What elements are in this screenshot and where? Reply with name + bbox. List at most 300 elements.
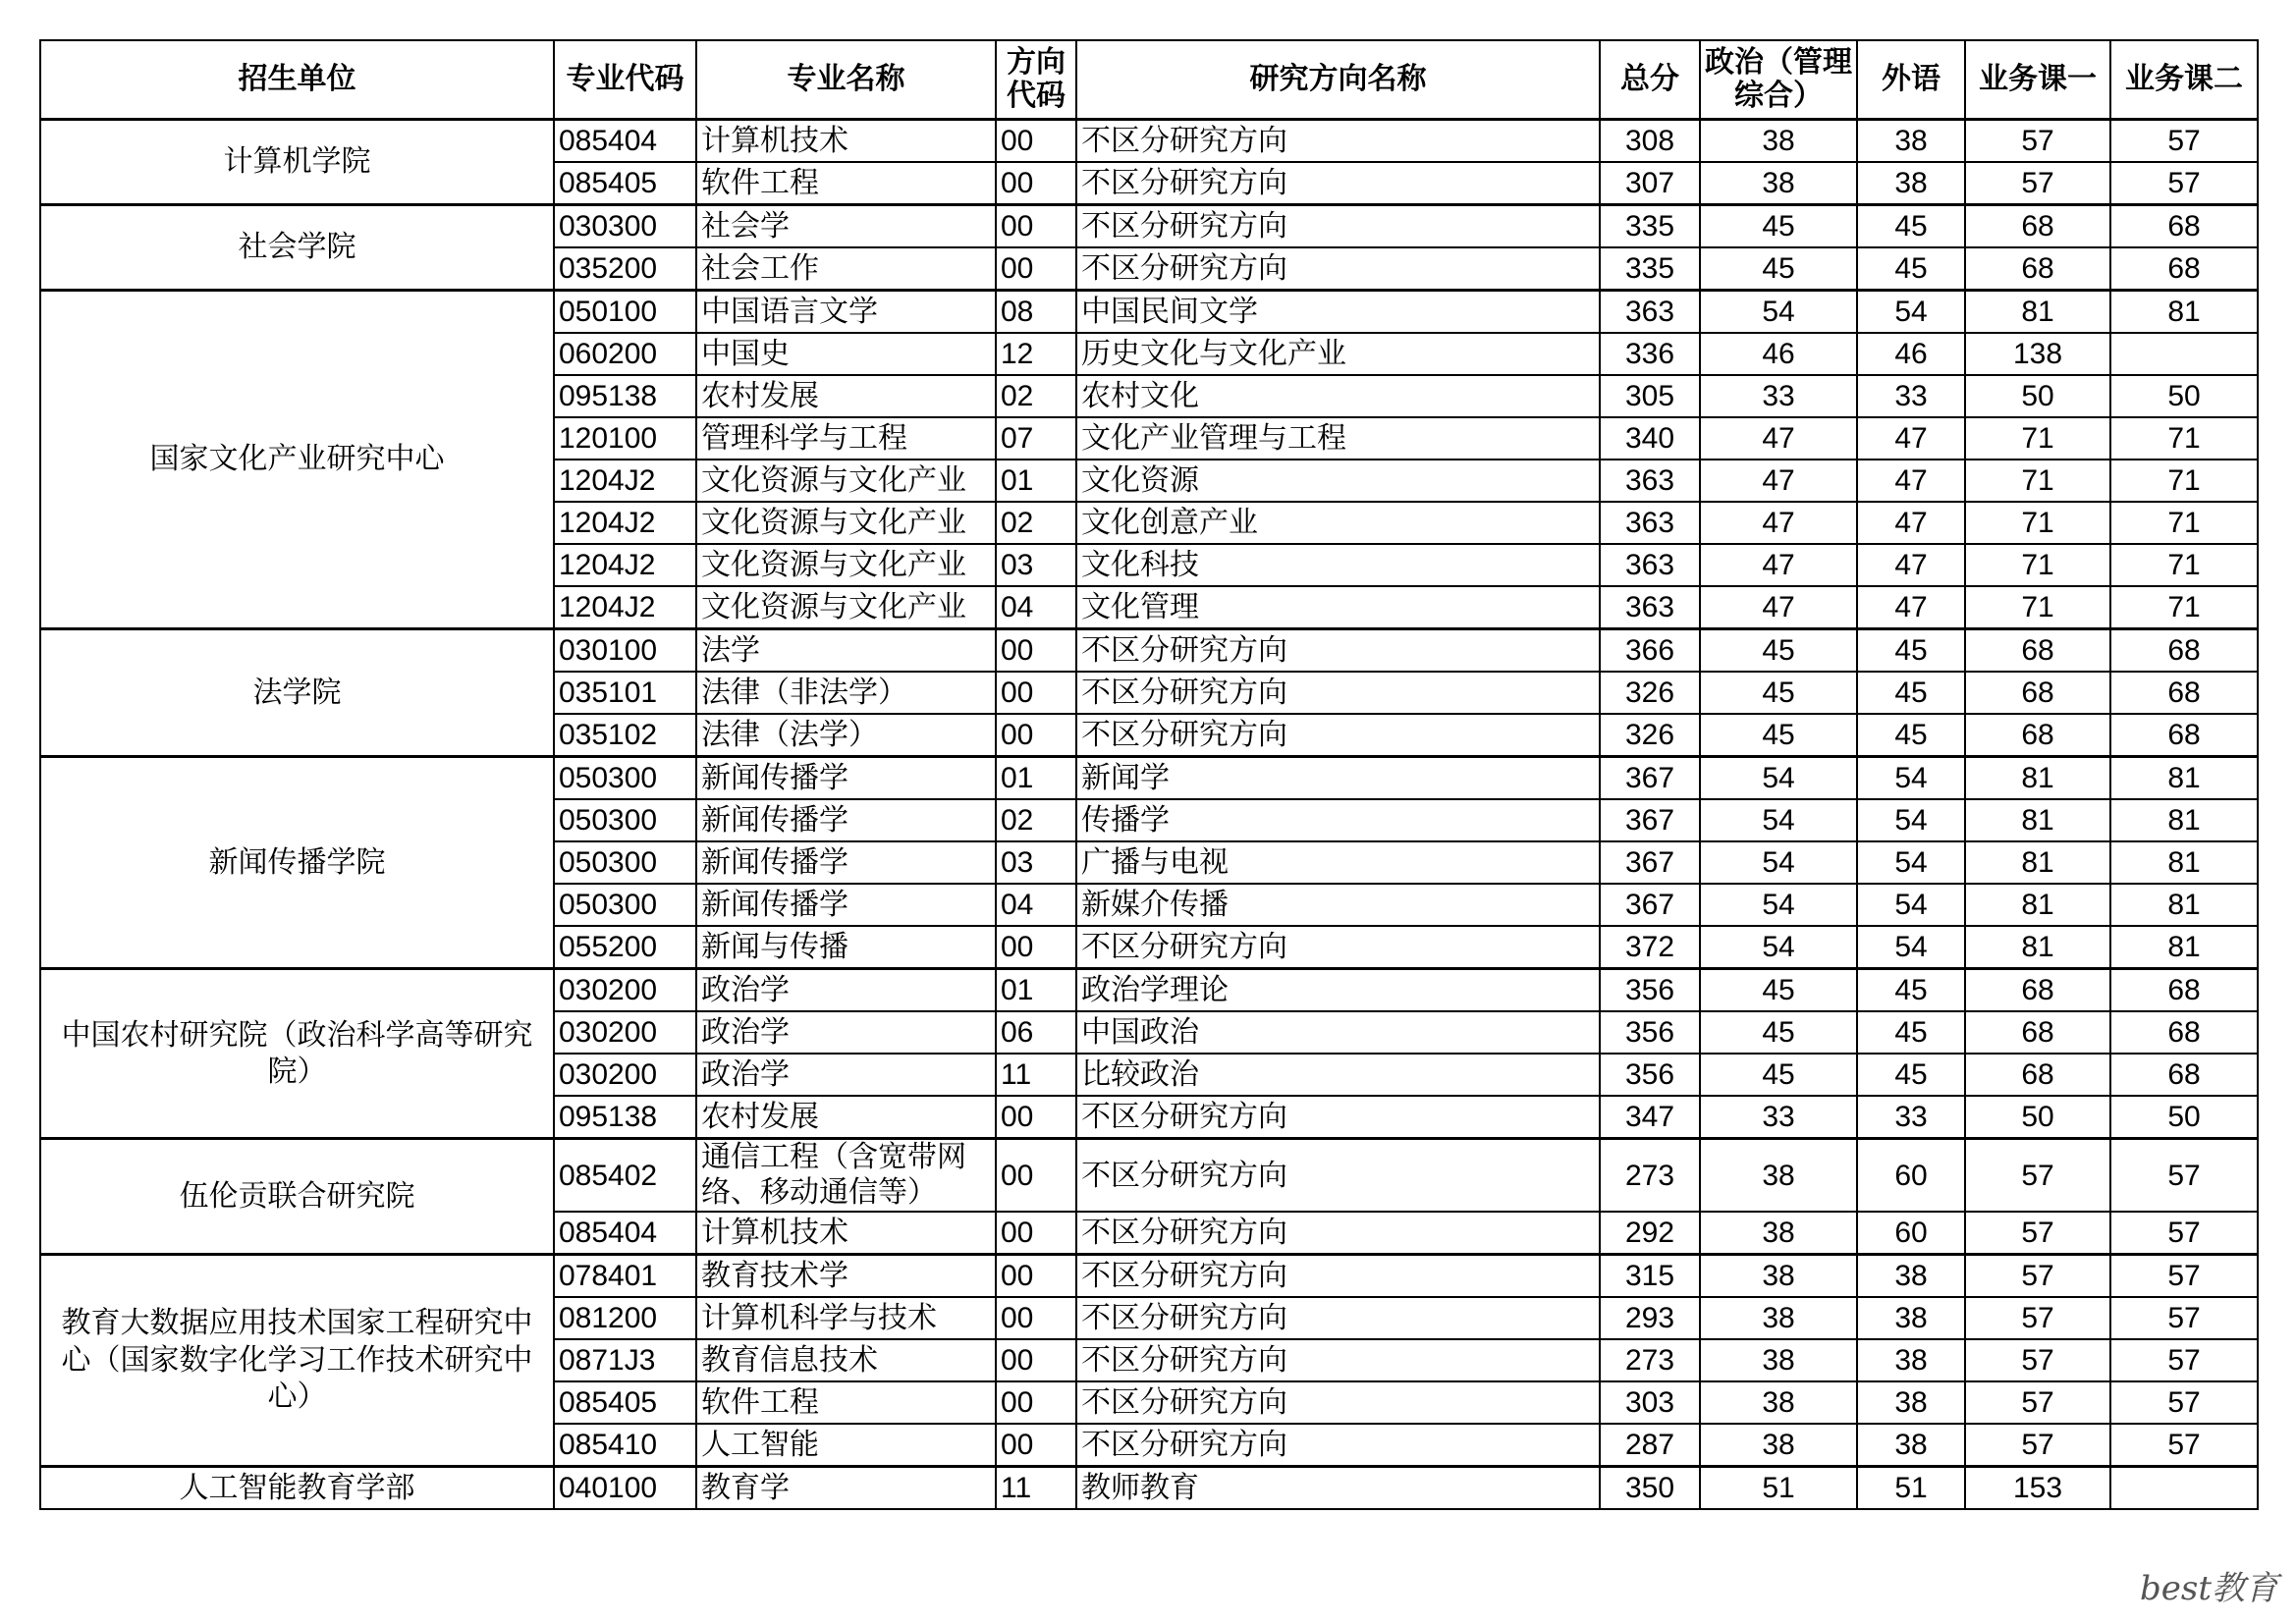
language-score-cell: 38 bbox=[1857, 1339, 1965, 1381]
language-score-cell: 38 bbox=[1857, 1255, 1965, 1298]
unit-cell: 中国农村研究院（政治科学高等研究院） bbox=[40, 969, 554, 1139]
course-two-score-cell: 81 bbox=[2110, 841, 2258, 884]
table-row bbox=[40, 291, 2258, 334]
total-score-cell: 335 bbox=[1600, 247, 1700, 291]
unit-cell: 人工智能教育学部 bbox=[40, 1467, 554, 1510]
course-one-score-cell: 68 bbox=[1965, 1054, 2110, 1096]
direction-name-cell: 文化资源 bbox=[1076, 460, 1600, 502]
unit-cell: 教育大数据应用技术国家工程研究中心（国家数字化学习工作技术研究中心） bbox=[40, 1255, 554, 1467]
direction-name-cell: 不区分研究方向 bbox=[1076, 247, 1600, 291]
direction-code-cell: 00 bbox=[996, 926, 1076, 969]
major-name-cell: 文化资源与文化产业 bbox=[696, 544, 996, 586]
course-two-score-cell: 71 bbox=[2110, 417, 2258, 460]
direction-name-cell: 新闻学 bbox=[1076, 757, 1600, 800]
direction-name-cell: 农村文化 bbox=[1076, 375, 1600, 417]
major-code-cell: 035200 bbox=[554, 247, 696, 291]
politics-score-cell: 47 bbox=[1700, 417, 1857, 460]
course-two-score-cell: 71 bbox=[2110, 586, 2258, 629]
direction-code-cell: 00 bbox=[996, 629, 1076, 673]
course-two-score-cell bbox=[2110, 333, 2258, 375]
major-name-cell: 法律（非法学） bbox=[696, 672, 996, 714]
direction-name-cell: 不区分研究方向 bbox=[1076, 1212, 1600, 1255]
major-name-cell: 政治学 bbox=[696, 1011, 996, 1054]
course-two-score-cell: 57 bbox=[2110, 1297, 2258, 1339]
direction-code-cell: 04 bbox=[996, 586, 1076, 629]
language-score-cell: 47 bbox=[1857, 417, 1965, 460]
course-two-score-cell: 81 bbox=[2110, 884, 2258, 926]
language-score-cell: 38 bbox=[1857, 162, 1965, 205]
course-one-score-cell: 81 bbox=[1965, 841, 2110, 884]
major-code-cell: 085404 bbox=[554, 1212, 696, 1255]
major-name-cell: 软件工程 bbox=[696, 162, 996, 205]
major-code-cell: 120100 bbox=[554, 417, 696, 460]
politics-score-cell: 45 bbox=[1700, 672, 1857, 714]
major-name-cell: 中国语言文学 bbox=[696, 291, 996, 334]
politics-score-cell: 47 bbox=[1700, 586, 1857, 629]
language-score-cell: 54 bbox=[1857, 799, 1965, 841]
course-one-score-cell: 50 bbox=[1965, 1096, 2110, 1139]
direction-code-cell: 02 bbox=[996, 799, 1076, 841]
total-score-cell: 356 bbox=[1600, 1054, 1700, 1096]
total-score-cell: 363 bbox=[1600, 460, 1700, 502]
total-score-cell: 356 bbox=[1600, 969, 1700, 1012]
unit-cell: 伍伦贡联合研究院 bbox=[40, 1139, 554, 1255]
total-score-cell: 340 bbox=[1600, 417, 1700, 460]
total-score-cell: 363 bbox=[1600, 586, 1700, 629]
course-two-score-cell: 50 bbox=[2110, 1096, 2258, 1139]
major-code-cell: 085404 bbox=[554, 120, 696, 163]
direction-name-cell: 不区分研究方向 bbox=[1076, 1424, 1600, 1467]
language-score-cell: 54 bbox=[1857, 841, 1965, 884]
direction-name-cell: 广播与电视 bbox=[1076, 841, 1600, 884]
major-name-cell: 计算机科学与技术 bbox=[696, 1297, 996, 1339]
direction-name-cell: 不区分研究方向 bbox=[1076, 1255, 1600, 1298]
direction-code-cell: 00 bbox=[996, 1139, 1076, 1213]
language-score-cell: 45 bbox=[1857, 205, 1965, 248]
direction-code-cell: 00 bbox=[996, 162, 1076, 205]
language-score-cell: 45 bbox=[1857, 247, 1965, 291]
direction-code-cell: 01 bbox=[996, 460, 1076, 502]
direction-code-cell: 06 bbox=[996, 1011, 1076, 1054]
total-score-cell: 350 bbox=[1600, 1467, 1700, 1510]
direction-name-cell: 文化科技 bbox=[1076, 544, 1600, 586]
politics-score-cell: 38 bbox=[1700, 162, 1857, 205]
course-two-score-cell: 68 bbox=[2110, 969, 2258, 1012]
table-row bbox=[40, 1255, 2258, 1298]
direction-code-cell: 07 bbox=[996, 417, 1076, 460]
unit-cell: 计算机学院 bbox=[40, 120, 554, 205]
table-row bbox=[40, 120, 2258, 163]
politics-score-cell: 38 bbox=[1700, 1212, 1857, 1255]
major-code-cell: 030100 bbox=[554, 629, 696, 673]
language-score-cell: 33 bbox=[1857, 375, 1965, 417]
direction-name-cell: 不区分研究方向 bbox=[1076, 629, 1600, 673]
direction-name-cell: 历史文化与文化产业 bbox=[1076, 333, 1600, 375]
total-score-cell: 315 bbox=[1600, 1255, 1700, 1298]
total-score-cell: 287 bbox=[1600, 1424, 1700, 1467]
politics-score-cell: 38 bbox=[1700, 1139, 1857, 1213]
total-score-cell: 347 bbox=[1600, 1096, 1700, 1139]
course-one-score-cell: 50 bbox=[1965, 375, 2110, 417]
major-code-cell: 060200 bbox=[554, 333, 696, 375]
language-score-cell: 45 bbox=[1857, 1011, 1965, 1054]
major-name-cell: 法律（法学） bbox=[696, 714, 996, 757]
direction-code-cell: 00 bbox=[996, 1255, 1076, 1298]
politics-score-cell: 38 bbox=[1700, 1297, 1857, 1339]
major-name-cell: 农村发展 bbox=[696, 375, 996, 417]
major-code-cell: 040100 bbox=[554, 1467, 696, 1510]
course-one-score-cell: 57 bbox=[1965, 1297, 2110, 1339]
course-two-score-cell: 50 bbox=[2110, 375, 2258, 417]
major-name-cell: 农村发展 bbox=[696, 1096, 996, 1139]
course-one-score-cell: 68 bbox=[1965, 247, 2110, 291]
major-code-cell: 0871J3 bbox=[554, 1339, 696, 1381]
politics-score-cell: 45 bbox=[1700, 714, 1857, 757]
politics-score-cell: 38 bbox=[1700, 1381, 1857, 1424]
major-code-cell: 095138 bbox=[554, 1096, 696, 1139]
major-code-cell: 035102 bbox=[554, 714, 696, 757]
direction-name-cell: 不区分研究方向 bbox=[1076, 1381, 1600, 1424]
politics-score-cell: 54 bbox=[1700, 884, 1857, 926]
direction-code-cell: 03 bbox=[996, 544, 1076, 586]
language-score-cell: 47 bbox=[1857, 460, 1965, 502]
table-row bbox=[40, 1139, 2258, 1213]
course-one-score-cell: 57 bbox=[1965, 1255, 2110, 1298]
unit-cell: 社会学院 bbox=[40, 205, 554, 291]
course-one-score-cell: 71 bbox=[1965, 586, 2110, 629]
major-code-cell: 1204J2 bbox=[554, 460, 696, 502]
language-score-cell: 38 bbox=[1857, 1424, 1965, 1467]
course-two-score-cell: 68 bbox=[2110, 1054, 2258, 1096]
politics-score-cell: 33 bbox=[1700, 1096, 1857, 1139]
direction-name-cell: 中国民间文学 bbox=[1076, 291, 1600, 334]
table-body bbox=[40, 120, 2258, 1510]
course-two-score-cell: 68 bbox=[2110, 714, 2258, 757]
course-one-score-cell: 68 bbox=[1965, 714, 2110, 757]
politics-score-cell: 54 bbox=[1700, 799, 1857, 841]
language-score-cell: 54 bbox=[1857, 291, 1965, 334]
course-two-score-cell: 81 bbox=[2110, 799, 2258, 841]
politics-score-cell: 38 bbox=[1700, 1424, 1857, 1467]
total-score-cell: 336 bbox=[1600, 333, 1700, 375]
watermark: best教育 bbox=[2140, 1569, 2278, 1608]
course-one-score-cell: 68 bbox=[1965, 672, 2110, 714]
course-one-score-cell: 153 bbox=[1965, 1467, 2110, 1510]
language-score-cell: 46 bbox=[1857, 333, 1965, 375]
major-code-cell: 085405 bbox=[554, 1381, 696, 1424]
course-one-score-cell: 68 bbox=[1965, 969, 2110, 1012]
course-one-score-cell: 57 bbox=[1965, 1139, 2110, 1213]
major-name-cell: 管理科学与工程 bbox=[696, 417, 996, 460]
major-code-cell: 030300 bbox=[554, 205, 696, 248]
total-score-cell: 363 bbox=[1600, 544, 1700, 586]
course-two-score-cell: 57 bbox=[2110, 1381, 2258, 1424]
direction-code-cell: 04 bbox=[996, 884, 1076, 926]
major-code-cell: 050100 bbox=[554, 291, 696, 334]
major-code-cell: 050300 bbox=[554, 757, 696, 800]
direction-code-cell: 11 bbox=[996, 1467, 1076, 1510]
course-one-score-cell: 81 bbox=[1965, 291, 2110, 334]
course-one-score-cell: 68 bbox=[1965, 629, 2110, 673]
language-score-cell: 45 bbox=[1857, 969, 1965, 1012]
major-name-cell: 法学 bbox=[696, 629, 996, 673]
direction-name-cell: 文化产业管理与工程 bbox=[1076, 417, 1600, 460]
politics-score-cell: 47 bbox=[1700, 544, 1857, 586]
politics-score-cell: 51 bbox=[1700, 1467, 1857, 1510]
major-name-cell: 中国史 bbox=[696, 333, 996, 375]
major-code-cell: 1204J2 bbox=[554, 544, 696, 586]
course-one-score-cell: 81 bbox=[1965, 799, 2110, 841]
course-one-score-cell: 57 bbox=[1965, 1339, 2110, 1381]
header-language: 外语 bbox=[1857, 40, 1965, 120]
header-politics: 政治（管理综合） bbox=[1700, 40, 1857, 120]
course-two-score-cell: 57 bbox=[2110, 1255, 2258, 1298]
total-score-cell: 363 bbox=[1600, 502, 1700, 544]
direction-code-cell: 01 bbox=[996, 757, 1076, 800]
total-score-cell: 367 bbox=[1600, 841, 1700, 884]
direction-name-cell: 不区分研究方向 bbox=[1076, 1339, 1600, 1381]
table-row bbox=[40, 205, 2258, 248]
major-name-cell: 政治学 bbox=[696, 1054, 996, 1096]
politics-score-cell: 45 bbox=[1700, 247, 1857, 291]
language-score-cell: 45 bbox=[1857, 714, 1965, 757]
course-two-score-cell: 68 bbox=[2110, 672, 2258, 714]
course-one-score-cell: 71 bbox=[1965, 502, 2110, 544]
politics-score-cell: 54 bbox=[1700, 291, 1857, 334]
direction-code-cell: 00 bbox=[996, 714, 1076, 757]
politics-score-cell: 47 bbox=[1700, 460, 1857, 502]
course-one-score-cell: 81 bbox=[1965, 757, 2110, 800]
header-major-name: 专业名称 bbox=[696, 40, 996, 120]
course-two-score-cell: 57 bbox=[2110, 1212, 2258, 1255]
total-score-cell: 303 bbox=[1600, 1381, 1700, 1424]
major-code-cell: 050300 bbox=[554, 884, 696, 926]
language-score-cell: 38 bbox=[1857, 120, 1965, 163]
politics-score-cell: 33 bbox=[1700, 375, 1857, 417]
politics-score-cell: 45 bbox=[1700, 205, 1857, 248]
course-two-score-cell: 71 bbox=[2110, 460, 2258, 502]
direction-code-cell: 00 bbox=[996, 205, 1076, 248]
direction-name-cell: 不区分研究方向 bbox=[1076, 205, 1600, 248]
politics-score-cell: 38 bbox=[1700, 1339, 1857, 1381]
politics-score-cell: 46 bbox=[1700, 333, 1857, 375]
course-two-score-cell bbox=[2110, 1467, 2258, 1510]
major-name-cell: 通信工程（含宽带网络、移动通信等） bbox=[696, 1139, 996, 1213]
table-row bbox=[40, 969, 2258, 1012]
direction-name-cell: 不区分研究方向 bbox=[1076, 1096, 1600, 1139]
course-two-score-cell: 57 bbox=[2110, 1339, 2258, 1381]
course-one-score-cell: 68 bbox=[1965, 1011, 2110, 1054]
major-code-cell: 085405 bbox=[554, 162, 696, 205]
course-two-score-cell: 71 bbox=[2110, 502, 2258, 544]
course-one-score-cell: 57 bbox=[1965, 120, 2110, 163]
direction-code-cell: 08 bbox=[996, 291, 1076, 334]
major-name-cell: 新闻传播学 bbox=[696, 799, 996, 841]
politics-score-cell: 38 bbox=[1700, 120, 1857, 163]
total-score-cell: 273 bbox=[1600, 1339, 1700, 1381]
header-major-code: 专业代码 bbox=[554, 40, 696, 120]
language-score-cell: 47 bbox=[1857, 544, 1965, 586]
direction-name-cell: 不区分研究方向 bbox=[1076, 672, 1600, 714]
language-score-cell: 45 bbox=[1857, 629, 1965, 673]
language-score-cell: 60 bbox=[1857, 1139, 1965, 1213]
direction-name-cell: 不区分研究方向 bbox=[1076, 926, 1600, 969]
major-code-cell: 095138 bbox=[554, 375, 696, 417]
direction-code-cell: 00 bbox=[996, 1096, 1076, 1139]
course-two-score-cell: 57 bbox=[2110, 1139, 2258, 1213]
major-name-cell: 社会工作 bbox=[696, 247, 996, 291]
politics-score-cell: 45 bbox=[1700, 1054, 1857, 1096]
total-score-cell: 356 bbox=[1600, 1011, 1700, 1054]
direction-name-cell: 不区分研究方向 bbox=[1076, 120, 1600, 163]
total-score-cell: 367 bbox=[1600, 799, 1700, 841]
course-two-score-cell: 81 bbox=[2110, 291, 2258, 334]
direction-code-cell: 00 bbox=[996, 1297, 1076, 1339]
politics-score-cell: 54 bbox=[1700, 757, 1857, 800]
course-one-score-cell: 57 bbox=[1965, 1212, 2110, 1255]
major-code-cell: 085402 bbox=[554, 1139, 696, 1213]
course-one-score-cell: 57 bbox=[1965, 162, 2110, 205]
course-two-score-cell: 57 bbox=[2110, 162, 2258, 205]
direction-name-cell: 文化创意产业 bbox=[1076, 502, 1600, 544]
total-score-cell: 367 bbox=[1600, 757, 1700, 800]
language-score-cell: 45 bbox=[1857, 672, 1965, 714]
language-score-cell: 38 bbox=[1857, 1381, 1965, 1424]
language-score-cell: 33 bbox=[1857, 1096, 1965, 1139]
direction-name-cell: 不区分研究方向 bbox=[1076, 1297, 1600, 1339]
direction-code-cell: 00 bbox=[996, 1381, 1076, 1424]
header-row bbox=[40, 40, 2258, 120]
course-one-score-cell: 71 bbox=[1965, 544, 2110, 586]
major-name-cell: 政治学 bbox=[696, 969, 996, 1012]
course-two-score-cell: 71 bbox=[2110, 544, 2258, 586]
total-score-cell: 305 bbox=[1600, 375, 1700, 417]
course-two-score-cell: 81 bbox=[2110, 757, 2258, 800]
language-score-cell: 54 bbox=[1857, 926, 1965, 969]
direction-name-cell: 不区分研究方向 bbox=[1076, 162, 1600, 205]
header-course-two: 业务课二 bbox=[2110, 40, 2258, 120]
politics-score-cell: 38 bbox=[1700, 1255, 1857, 1298]
language-score-cell: 47 bbox=[1857, 502, 1965, 544]
direction-name-cell: 文化管理 bbox=[1076, 586, 1600, 629]
language-score-cell: 38 bbox=[1857, 1297, 1965, 1339]
direction-code-cell: 00 bbox=[996, 1339, 1076, 1381]
course-two-score-cell: 57 bbox=[2110, 1424, 2258, 1467]
total-score-cell: 326 bbox=[1600, 672, 1700, 714]
total-score-cell: 307 bbox=[1600, 162, 1700, 205]
direction-name-cell: 教师教育 bbox=[1076, 1467, 1600, 1510]
politics-score-cell: 54 bbox=[1700, 926, 1857, 969]
language-score-cell: 54 bbox=[1857, 884, 1965, 926]
course-one-score-cell: 81 bbox=[1965, 926, 2110, 969]
direction-code-cell: 02 bbox=[996, 375, 1076, 417]
major-name-cell: 新闻传播学 bbox=[696, 841, 996, 884]
course-two-score-cell: 68 bbox=[2110, 1011, 2258, 1054]
major-name-cell: 新闻与传播 bbox=[696, 926, 996, 969]
total-score-cell: 335 bbox=[1600, 205, 1700, 248]
total-score-cell: 293 bbox=[1600, 1297, 1700, 1339]
unit-cell: 法学院 bbox=[40, 629, 554, 757]
direction-name-cell: 不区分研究方向 bbox=[1076, 714, 1600, 757]
course-one-score-cell: 71 bbox=[1965, 417, 2110, 460]
major-code-cell: 1204J2 bbox=[554, 586, 696, 629]
total-score-cell: 367 bbox=[1600, 884, 1700, 926]
header-direction-name: 研究方向名称 bbox=[1076, 40, 1600, 120]
header-course-one: 业务课一 bbox=[1965, 40, 2110, 120]
major-code-cell: 081200 bbox=[554, 1297, 696, 1339]
table-row bbox=[40, 757, 2258, 800]
major-name-cell: 教育技术学 bbox=[696, 1255, 996, 1298]
language-score-cell: 54 bbox=[1857, 757, 1965, 800]
major-name-cell: 文化资源与文化产业 bbox=[696, 586, 996, 629]
major-name-cell: 文化资源与文化产业 bbox=[696, 460, 996, 502]
course-two-score-cell: 57 bbox=[2110, 120, 2258, 163]
total-score-cell: 308 bbox=[1600, 120, 1700, 163]
language-score-cell: 47 bbox=[1857, 586, 1965, 629]
course-two-score-cell: 68 bbox=[2110, 247, 2258, 291]
course-one-score-cell: 68 bbox=[1965, 205, 2110, 248]
table-row bbox=[40, 1467, 2258, 1510]
direction-name-cell: 新媒介传播 bbox=[1076, 884, 1600, 926]
major-code-cell: 030200 bbox=[554, 969, 696, 1012]
total-score-cell: 363 bbox=[1600, 291, 1700, 334]
major-name-cell: 人工智能 bbox=[696, 1424, 996, 1467]
course-one-score-cell: 81 bbox=[1965, 884, 2110, 926]
direction-name-cell: 中国政治 bbox=[1076, 1011, 1600, 1054]
header-direction-code: 方向代码 bbox=[996, 40, 1076, 120]
direction-code-cell: 12 bbox=[996, 333, 1076, 375]
major-code-cell: 030200 bbox=[554, 1054, 696, 1096]
total-score-cell: 372 bbox=[1600, 926, 1700, 969]
direction-code-cell: 00 bbox=[996, 1424, 1076, 1467]
major-code-cell: 050300 bbox=[554, 841, 696, 884]
major-code-cell: 035101 bbox=[554, 672, 696, 714]
header-total: 总分 bbox=[1600, 40, 1700, 120]
major-code-cell: 1204J2 bbox=[554, 502, 696, 544]
unit-cell: 新闻传播学院 bbox=[40, 757, 554, 969]
course-two-score-cell: 68 bbox=[2110, 205, 2258, 248]
major-name-cell: 文化资源与文化产业 bbox=[696, 502, 996, 544]
major-code-cell: 055200 bbox=[554, 926, 696, 969]
major-name-cell: 软件工程 bbox=[696, 1381, 996, 1424]
course-one-score-cell: 71 bbox=[1965, 460, 2110, 502]
direction-code-cell: 00 bbox=[996, 1212, 1076, 1255]
major-name-cell: 新闻传播学 bbox=[696, 884, 996, 926]
course-one-score-cell: 138 bbox=[1965, 333, 2110, 375]
total-score-cell: 292 bbox=[1600, 1212, 1700, 1255]
direction-code-cell: 00 bbox=[996, 672, 1076, 714]
total-score-cell: 326 bbox=[1600, 714, 1700, 757]
direction-name-cell: 不区分研究方向 bbox=[1076, 1139, 1600, 1213]
direction-code-cell: 00 bbox=[996, 247, 1076, 291]
direction-code-cell: 01 bbox=[996, 969, 1076, 1012]
language-score-cell: 45 bbox=[1857, 1054, 1965, 1096]
politics-score-cell: 47 bbox=[1700, 502, 1857, 544]
major-name-cell: 教育学 bbox=[696, 1467, 996, 1510]
politics-score-cell: 45 bbox=[1700, 1011, 1857, 1054]
major-code-cell: 078401 bbox=[554, 1255, 696, 1298]
score-table bbox=[39, 39, 2259, 1510]
direction-code-cell: 03 bbox=[996, 841, 1076, 884]
course-one-score-cell: 57 bbox=[1965, 1381, 2110, 1424]
politics-score-cell: 54 bbox=[1700, 841, 1857, 884]
major-code-cell: 050300 bbox=[554, 799, 696, 841]
major-name-cell: 计算机技术 bbox=[696, 1212, 996, 1255]
total-score-cell: 366 bbox=[1600, 629, 1700, 673]
major-code-cell: 030200 bbox=[554, 1011, 696, 1054]
course-two-score-cell: 81 bbox=[2110, 926, 2258, 969]
header-unit: 招生单位 bbox=[40, 40, 554, 120]
